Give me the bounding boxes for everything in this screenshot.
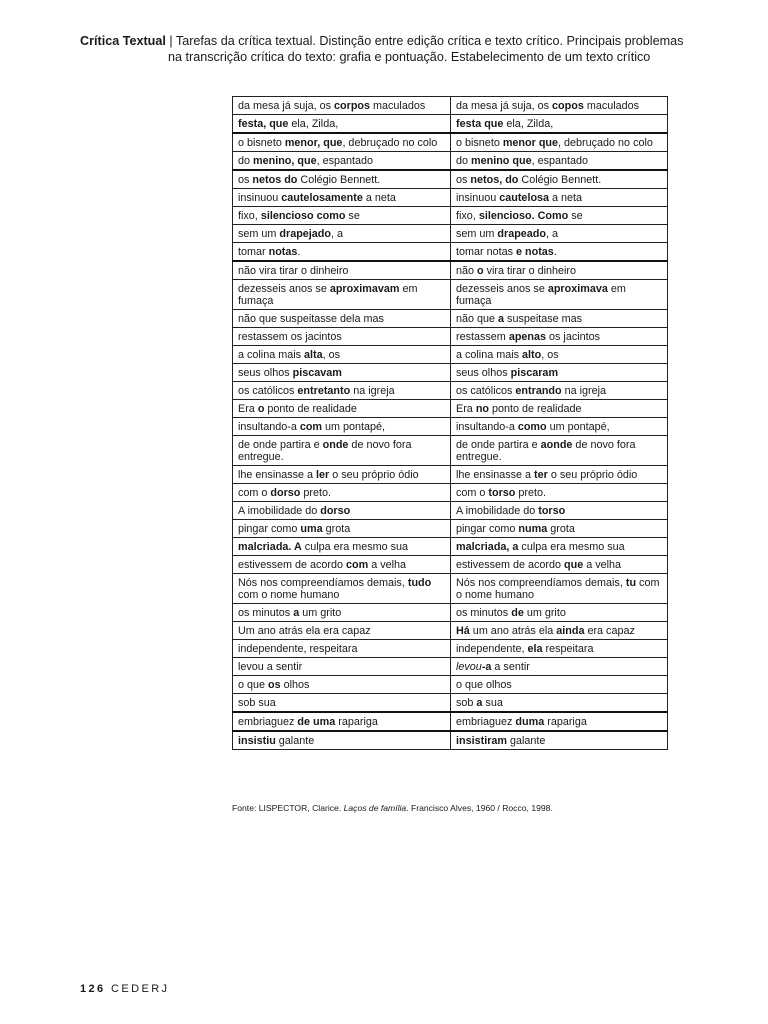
text-segment: restassem: [456, 331, 509, 343]
text-segment: os: [238, 174, 253, 186]
text-segment: em fumaça: [238, 283, 418, 307]
original-text-cell: [233, 694, 451, 713]
text-segment: estivessem de acordo: [456, 559, 565, 571]
revised-text-cell: [451, 189, 668, 207]
text-segment: insultando-a: [238, 421, 300, 433]
highlighted-variant: o: [257, 403, 265, 415]
table-row: [233, 400, 668, 418]
table-row: [233, 97, 668, 115]
original-text-cell: [233, 207, 451, 225]
table-row: [233, 622, 668, 640]
text-segment: rapariga: [335, 716, 378, 728]
original-text-cell: [233, 604, 451, 622]
highlighted-variant: os: [268, 679, 281, 691]
original-text-cell: [233, 484, 451, 502]
text-segment: de onde partira e: [238, 439, 323, 451]
table-row: [233, 538, 668, 556]
text-segment: Nós nos compreendíamos demais,: [456, 577, 626, 589]
text-segment: sem um: [456, 228, 498, 240]
highlighted-variant: a: [476, 697, 483, 709]
revised-text-cell: [451, 400, 668, 418]
table-row: [233, 640, 668, 658]
original-text-cell: [233, 170, 451, 189]
highlighted-variant: com: [299, 421, 323, 433]
text-segment: a colina mais: [238, 349, 305, 361]
text-segment: um pontapé,: [322, 421, 386, 433]
text-segment: maculados: [583, 100, 640, 112]
highlighted-variant: onde: [322, 439, 349, 451]
text-segment: seus olhos: [456, 367, 511, 379]
text-segment: Era: [456, 403, 476, 415]
text-segment: dezesseis anos se: [456, 283, 548, 295]
revised-text-cell: [451, 538, 668, 556]
text-segment: .: [553, 246, 557, 258]
text-segment: um grito: [299, 607, 342, 619]
table-row: [233, 133, 668, 152]
original-text-cell: [233, 261, 451, 280]
original-text-cell: [233, 418, 451, 436]
text-segment: Colégio Bennett.: [518, 174, 602, 186]
text-segment: do: [238, 155, 254, 167]
text-segment: a sentir: [491, 661, 530, 673]
text-segment: estivessem de acordo: [238, 559, 347, 571]
comparison-table-body: [233, 97, 668, 750]
text-segment: os jacintos: [546, 331, 601, 343]
text-segment: , a: [331, 228, 344, 240]
highlighted-variant: alto: [522, 349, 542, 361]
highlighted-variant: dorso: [270, 487, 301, 499]
text-segment: com o: [238, 487, 271, 499]
text-segment: ponto de realidade: [489, 403, 582, 415]
original-text-cell: [233, 225, 451, 243]
text-segment: preto.: [515, 487, 547, 499]
text-segment: sem um: [238, 228, 280, 240]
comparison-table: [232, 96, 668, 750]
table-row: [233, 152, 668, 171]
text-segment: a neta: [549, 192, 583, 204]
text-segment: tomar notas: [456, 246, 517, 258]
revised-text-cell: [451, 520, 668, 538]
header-separator: |: [165, 34, 176, 48]
table-row: [233, 436, 668, 466]
text-segment: insinuou: [456, 192, 500, 204]
revised-text-cell: [451, 466, 668, 484]
revised-text-cell: [451, 604, 668, 622]
highlighted-variant: como: [517, 421, 547, 433]
table-row: [233, 115, 668, 134]
original-text-cell: [233, 400, 451, 418]
text-segment: o seu próprio ódio: [329, 469, 419, 481]
highlighted-variant: insistiu: [238, 735, 276, 747]
revised-text-cell: [451, 346, 668, 364]
text-segment: galante: [275, 735, 315, 747]
original-text-cell: [233, 502, 451, 520]
highlighted-variant: copos: [552, 100, 584, 112]
text-segment: com o nome humano: [456, 577, 660, 601]
text-segment: galante: [507, 735, 546, 747]
text-segment: grota: [547, 523, 575, 535]
text-segment: lhe ensinasse a: [456, 469, 535, 481]
text-segment: Colégio Bennett.: [297, 174, 381, 186]
original-text-cell: [233, 676, 451, 694]
revised-text-cell: [451, 243, 668, 262]
table-row: [233, 261, 668, 280]
highlighted-variant: silencioso. Como: [478, 210, 569, 222]
highlighted-variant: de: [511, 607, 524, 619]
text-segment: a colina mais: [456, 349, 523, 361]
highlighted-variant: corpos: [334, 100, 371, 112]
text-segment: olhos: [280, 679, 310, 691]
table-row: [233, 694, 668, 713]
revised-text-cell: [451, 658, 668, 676]
table-row: [233, 556, 668, 574]
text-segment: não que suspeitasse dela mas: [238, 313, 384, 325]
text-segment: de novo fora entregue.: [238, 439, 412, 463]
text-segment: independente, respeitara: [238, 643, 358, 655]
text-segment: rapariga: [544, 716, 587, 728]
highlighted-variant: menor, que: [284, 137, 343, 149]
original-text-cell: [233, 115, 451, 134]
revised-text-cell: [451, 225, 668, 243]
highlighted-variant: torso: [538, 505, 566, 517]
table-row: [233, 418, 668, 436]
text-segment: não: [456, 265, 478, 277]
table-row: [233, 502, 668, 520]
revised-text-cell: [451, 731, 668, 750]
table-row: [233, 712, 668, 731]
highlighted-variant: entrando: [515, 385, 562, 397]
original-text-cell: [233, 280, 451, 310]
text-segment: o que: [238, 679, 269, 691]
italic-segment: levou: [456, 661, 482, 673]
text-segment: , debruçado no colo: [558, 137, 653, 149]
original-text-cell: [233, 574, 451, 604]
text-segment: ela, Zilda,: [288, 118, 339, 130]
text-segment: culpa era mesmo sua: [518, 541, 625, 553]
highlighted-variant: Há: [456, 625, 470, 637]
table-row: [233, 189, 668, 207]
text-segment: de novo fora entregue.: [456, 439, 636, 463]
highlighted-variant: a: [293, 607, 300, 619]
text-segment: se: [345, 210, 360, 222]
highlighted-variant: torso: [488, 487, 516, 499]
table-row: [233, 658, 668, 676]
text-segment: restassem os jacintos: [238, 331, 342, 343]
original-text-cell: [233, 346, 451, 364]
text-segment: os minutos: [238, 607, 294, 619]
highlighted-variant: com: [346, 559, 369, 571]
highlighted-variant: cautelosa: [499, 192, 550, 204]
highlighted-variant: ela: [527, 643, 543, 655]
text-segment: a velha: [583, 559, 622, 571]
revised-text-cell: [451, 556, 668, 574]
table-row: [233, 364, 668, 382]
table-row: [233, 520, 668, 538]
highlighted-variant: entretanto: [297, 385, 351, 397]
highlighted-variant: festa, que: [238, 118, 289, 130]
text-segment: , espantado: [531, 155, 589, 167]
highlighted-variant: duma: [515, 716, 545, 728]
text-segment: grota: [322, 523, 351, 535]
original-text-cell: [233, 731, 451, 750]
text-segment: vira tirar o dinheiro: [483, 265, 577, 277]
text-segment: , a: [546, 228, 559, 240]
text-segment: lhe ensinasse a: [238, 469, 317, 481]
text-segment: culpa era mesmo sua: [301, 541, 409, 553]
text-segment: da mesa já suja, os: [456, 100, 553, 112]
highlighted-variant: malcriada. A: [238, 541, 302, 553]
highlighted-variant: ainda: [556, 625, 585, 637]
text-segment: , os: [322, 349, 341, 361]
revised-text-cell: [451, 364, 668, 382]
text-segment: sob sua: [238, 697, 276, 709]
highlighted-variant: alta: [304, 349, 323, 361]
original-text-cell: [233, 538, 451, 556]
revised-text-cell: [451, 622, 668, 640]
text-segment: o bisneto: [238, 137, 285, 149]
highlighted-variant: no: [475, 403, 490, 415]
text-segment: fixo,: [456, 210, 479, 222]
highlighted-variant: o: [477, 265, 484, 277]
highlighted-variant: ler: [316, 469, 330, 481]
revised-text-cell: [451, 133, 668, 152]
highlighted-variant: menino que: [471, 155, 532, 167]
revised-text-cell: [451, 418, 668, 436]
original-text-cell: [233, 520, 451, 538]
revised-text-cell: [451, 310, 668, 328]
text-segment: pingar como: [456, 523, 519, 535]
revised-text-cell: [451, 280, 668, 310]
text-segment: levou a sentir: [238, 661, 303, 673]
highlighted-variant: a: [498, 313, 505, 325]
text-segment: não vira tirar o dinheiro: [238, 265, 349, 277]
highlighted-variant: tu: [625, 577, 637, 589]
highlighted-variant: piscavam: [292, 367, 342, 379]
text-segment: Um ano atrás ela era capaz: [238, 625, 371, 637]
source-suffix: . Francisco Alves, 1960 / Rocco, 1998.: [406, 803, 553, 813]
highlighted-variant: aproximavam: [329, 283, 400, 295]
text-segment: o seu próprio ódio: [547, 469, 638, 481]
highlighted-variant: de uma: [297, 716, 336, 728]
text-segment: de onde partira e: [456, 439, 541, 451]
text-segment: sua: [482, 697, 503, 709]
highlighted-variant: menor que: [502, 137, 559, 149]
text-segment: do: [456, 155, 472, 167]
revised-text-cell: [451, 152, 668, 171]
table-row: [233, 466, 668, 484]
text-segment: na igreja: [561, 385, 607, 397]
highlighted-variant: netos, do: [470, 174, 519, 186]
text-segment: dezesseis anos se: [238, 283, 330, 295]
text-segment: preto.: [300, 487, 332, 499]
revised-text-cell: [451, 676, 668, 694]
text-segment: A imobilidade do: [456, 505, 539, 517]
revised-text-cell: [451, 712, 668, 731]
highlighted-variant: numa: [518, 523, 548, 535]
revised-text-cell: [451, 261, 668, 280]
section-title: Crítica Textual: [80, 34, 166, 48]
highlighted-variant: e notas: [516, 246, 554, 258]
original-text-cell: [233, 328, 451, 346]
text-segment: os: [456, 174, 471, 186]
revised-text-cell: [451, 382, 668, 400]
table-row: [233, 346, 668, 364]
table-row: [233, 484, 668, 502]
text-segment: A imobilidade do: [238, 505, 321, 517]
revised-text-cell: [451, 436, 668, 466]
highlighted-variant: que: [564, 559, 584, 571]
revised-text-cell: [451, 170, 668, 189]
page-header: [80, 33, 720, 65]
text-segment: um pontapé,: [546, 421, 610, 433]
text-segment: tomar: [238, 246, 269, 258]
text-segment: não que: [456, 313, 499, 325]
original-text-cell: [233, 152, 451, 171]
text-segment: maculados: [370, 100, 426, 112]
revised-text-cell: [451, 574, 668, 604]
highlighted-variant: drapeado: [497, 228, 547, 240]
highlighted-variant: silencioso como: [260, 210, 346, 222]
table-row: [233, 604, 668, 622]
revised-text-cell: [451, 484, 668, 502]
highlighted-variant: menino, que: [253, 155, 317, 167]
source-citation: [232, 803, 553, 813]
revised-text-cell: [451, 97, 668, 115]
highlighted-variant: dorso: [320, 505, 351, 517]
original-text-cell: [233, 97, 451, 115]
text-segment: embriaguez: [238, 716, 298, 728]
table-row: [233, 243, 668, 262]
original-text-cell: [233, 436, 451, 466]
text-segment: com o: [456, 487, 489, 499]
highlighted-variant: tudo: [407, 577, 432, 589]
original-text-cell: [233, 243, 451, 262]
text-segment: seus olhos: [238, 367, 293, 379]
original-text-cell: [233, 133, 451, 152]
original-text-cell: [233, 712, 451, 731]
text-segment: respeitara: [542, 643, 594, 655]
original-text-cell: [233, 382, 451, 400]
header-line-1: Tarefas da crítica textual. Distinção entre edição crítica e texto crítico. Principais problemas: [175, 34, 684, 48]
text-segment: um ano atrás ela: [469, 625, 557, 637]
text-segment: Nós nos compreendíamos demais,: [238, 577, 408, 589]
text-segment: embriaguez: [456, 716, 516, 728]
text-segment: suspeitase mas: [504, 313, 583, 325]
highlighted-variant: piscaram: [510, 367, 559, 379]
highlighted-variant: festa que: [456, 118, 504, 130]
table-row: [233, 676, 668, 694]
revised-text-cell: [451, 207, 668, 225]
highlighted-variant: -a: [481, 661, 492, 673]
highlighted-variant: uma: [300, 523, 323, 535]
text-segment: .: [297, 246, 301, 258]
highlighted-variant: notas: [268, 246, 298, 258]
text-segment: ponto de realidade: [264, 403, 357, 415]
original-text-cell: [233, 310, 451, 328]
text-segment: o que olhos: [456, 679, 512, 691]
original-text-cell: [233, 466, 451, 484]
text-segment: Era: [238, 403, 258, 415]
text-segment: era capaz: [584, 625, 635, 637]
text-segment: em fumaça: [456, 283, 626, 307]
text-segment: um grito: [523, 607, 566, 619]
table-row: [233, 574, 668, 604]
table-row: [233, 310, 668, 328]
revised-text-cell: [451, 640, 668, 658]
text-segment: insultando-a: [456, 421, 518, 433]
highlighted-variant: apenas: [508, 331, 547, 343]
page-footer: [80, 983, 169, 995]
highlighted-variant: malcriada, a: [456, 541, 519, 553]
revised-text-cell: [451, 694, 668, 713]
highlighted-variant: netos do: [252, 174, 298, 186]
original-text-cell: [233, 658, 451, 676]
text-segment: o bisneto: [456, 137, 503, 149]
text-segment: fixo,: [238, 210, 261, 222]
text-segment: com o nome humano: [238, 589, 340, 601]
text-segment: pingar como: [238, 523, 301, 535]
original-text-cell: [233, 640, 451, 658]
original-text-cell: [233, 364, 451, 382]
original-text-cell: [233, 189, 451, 207]
text-segment: os católicos: [456, 385, 516, 397]
table-row: [233, 170, 668, 189]
highlighted-variant: cautelosamente: [281, 192, 363, 204]
highlighted-variant: ter: [534, 469, 548, 481]
publisher-name: CEDERJ: [111, 983, 170, 995]
text-segment: na igreja: [350, 385, 395, 397]
text-segment: a velha: [368, 559, 407, 571]
source-title: Laços de família: [343, 803, 407, 813]
revised-text-cell: [451, 115, 668, 134]
table-row: [233, 225, 668, 243]
text-segment: ela, Zilda,: [503, 118, 554, 130]
highlighted-variant: aonde: [540, 439, 573, 451]
text-segment: da mesa já suja, os: [238, 100, 335, 112]
highlighted-variant: insistiram: [456, 735, 508, 747]
text-segment: os minutos: [456, 607, 512, 619]
text-segment: se: [568, 210, 583, 222]
text-segment: independente,: [456, 643, 528, 655]
text-segment: a neta: [362, 192, 396, 204]
table-row: [233, 731, 668, 750]
text-segment: insinuou: [238, 192, 282, 204]
text-segment: , espantado: [316, 155, 374, 167]
page-number: 126: [80, 983, 106, 995]
text-segment: os católicos: [238, 385, 298, 397]
header-line-2: na transcrição crítica do texto: grafia e pontuação. Estabelecimento de um texto crítico: [168, 50, 651, 64]
highlighted-variant: drapejado: [279, 228, 332, 240]
table-row: [233, 207, 668, 225]
table-row: [233, 328, 668, 346]
highlighted-variant: aproximava: [547, 283, 608, 295]
source-prefix: Fonte: LISPECTOR, Clarice.: [232, 803, 344, 813]
text-segment: , os: [541, 349, 559, 361]
revised-text-cell: [451, 328, 668, 346]
revised-text-cell: [451, 502, 668, 520]
table-row: [233, 382, 668, 400]
text-segment: sob: [456, 697, 477, 709]
original-text-cell: [233, 622, 451, 640]
table-row: [233, 280, 668, 310]
original-text-cell: [233, 556, 451, 574]
text-segment: , debruçado no colo: [342, 137, 438, 149]
